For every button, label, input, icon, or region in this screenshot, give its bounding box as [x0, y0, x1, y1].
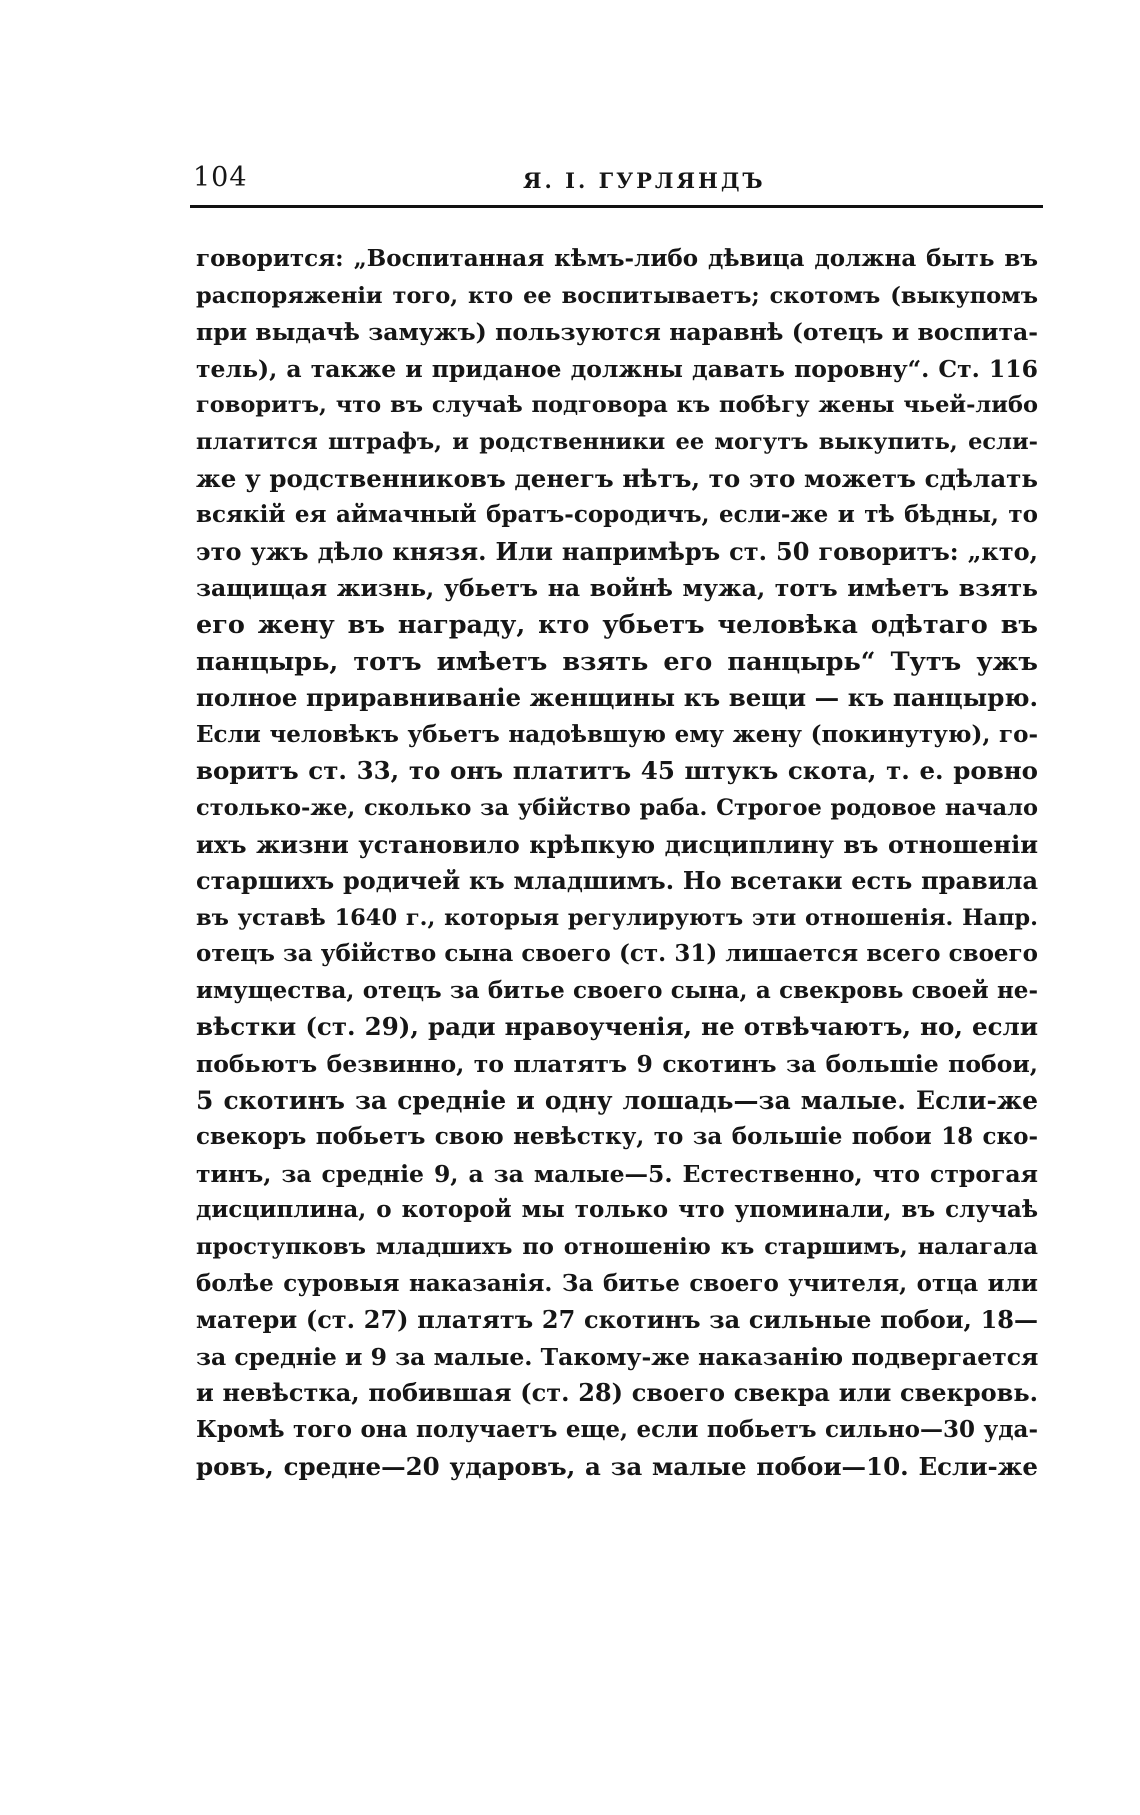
- text-line: матери (ст. 27) платятъ 27 скотинъ за сильные побои, 18—: [196, 1305, 1038, 1335]
- header-rule: [190, 205, 1043, 208]
- text-line: панцырь, тотъ имѣетъ взять его панцырь“ Тутъ ужъ: [196, 646, 1038, 677]
- text-line: говоритъ, что въ случаѣ подговора къ побѣгу жены чьей-либо: [196, 392, 1038, 419]
- text-line: воритъ ст. 33, то онъ платитъ 45 штукъ скота, т. е. ровно: [196, 756, 1038, 786]
- text-line: ихъ жизни установило крѣпкую дисциплину въ отношеніи: [196, 829, 1038, 859]
- text-line: за средніе и 9 за малые. Такому-же наказанію подвергается: [196, 1342, 1039, 1371]
- text-line: и невѣстка, побившая (ст. 28) своего свекра или свекровь.: [196, 1378, 1038, 1408]
- running-head: Я. І. ГУРЛЯНДЪ: [523, 168, 766, 193]
- text-line: полное приравниваніе женщины къ вещи — къ панцырю.: [196, 683, 1038, 713]
- text-line: 5 скотинъ за средніе и одну лошадь—за малые. Если-же: [196, 1085, 1038, 1115]
- text-line: отецъ за убійство сына своего (ст. 31) лишается всего своего: [196, 940, 1038, 968]
- text-line: платится штрафъ, и родственники ее могутъ выкупить, если-: [196, 428, 1038, 455]
- text-line: это ужъ дѣло князя. Или напримѣръ ст. 50 говоритъ: „кто,: [196, 536, 1038, 566]
- text-line: проступковъ младшихъ по отношенію къ старшимъ, налагала: [196, 1234, 1038, 1261]
- text-line: въ уставѣ 1640 г., которыя регулируютъ эти отношенія. Напр.: [196, 904, 1038, 931]
- text-line: старшихъ родичей къ младшимъ. Но всетаки есть правила: [196, 866, 1038, 896]
- text-line: распоряженіи того, кто ее воспитываетъ; скотомъ (выкупомъ: [196, 282, 1038, 309]
- text-line: вѣстки (ст. 29), ради нравоученія, не отвѣчаютъ, но, если: [196, 1012, 1038, 1042]
- text-line: же у родственниковъ денегъ нѣтъ, то это можетъ сдѣлать: [196, 463, 1038, 493]
- text-line: его жену въ награду, кто убьетъ человѣка одѣтаго въ: [196, 609, 1038, 640]
- text-line: тель), а также и приданое должны давать поровну“. Ст. 116: [196, 354, 1038, 383]
- text-line: болѣе суровыя наказанія. За битье своего учителя, отца или: [196, 1269, 1038, 1297]
- text-line: при выдачѣ замужъ) пользуются наравнѣ (отецъ и воспита-: [196, 318, 1038, 347]
- page-number: 104: [193, 162, 248, 193]
- text-line: побьютъ безвинно, то платятъ 9 скотинъ за большіе побои,: [196, 1050, 1038, 1079]
- text-line: говорится: „Воспитанная кѣмъ-либо дѣвица должна быть въ: [196, 245, 1038, 272]
- text-line: Если человѣкъ убьетъ надоѣвшую ему жену (покинутую), го-: [196, 720, 1038, 748]
- body-text: [196, 241, 1038, 1485]
- text-line: дисциплина, о которой мы только что упоминали, въ случаѣ: [196, 1196, 1038, 1224]
- text-line: свекоръ побьетъ свою невѣстку, то за большіе побои 18 ско-: [196, 1123, 1038, 1151]
- text-line: Кромѣ того она получаетъ еще, если побьетъ сильно—30 уда-: [196, 1416, 1038, 1443]
- text-line: защищая жизнь, убьетъ на войнѣ мужа, тотъ имѣетъ взять: [196, 574, 1038, 603]
- text-line: столько-же, сколько за убійство раба. Строгое родовое начало: [196, 794, 1038, 821]
- text-line: имущества, отецъ за битье своего сына, а свекровь своей не-: [196, 976, 1038, 1004]
- text-line: тинъ, за средніе 9, а за малые—5. Естественно, что строгая: [196, 1159, 1038, 1188]
- text-line: всякій ея аймачный братъ-сородичъ, если-же и тѣ бѣдны, то: [196, 501, 1038, 529]
- page-header: [193, 158, 1043, 202]
- text-line: ровъ, средне—20 ударовъ, а за малые побои—10. Если-же: [196, 1451, 1038, 1481]
